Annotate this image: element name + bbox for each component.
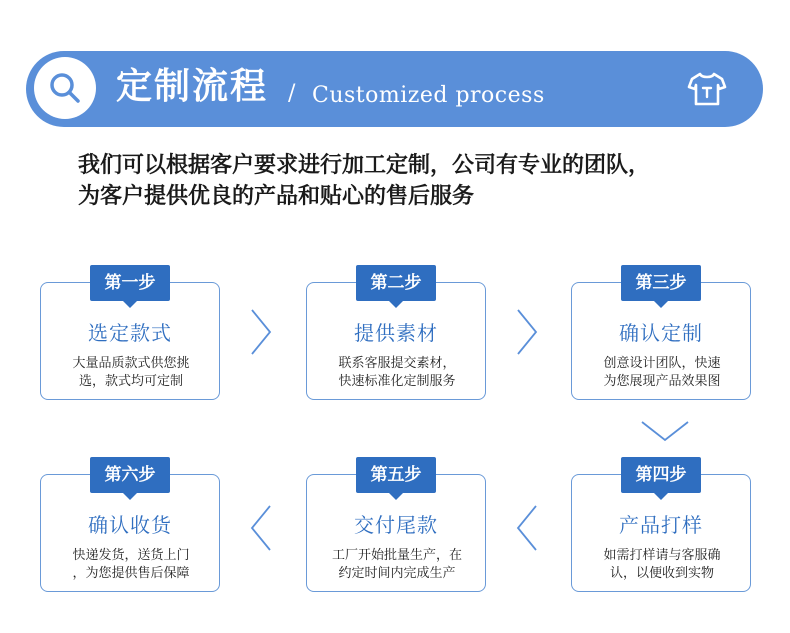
step-card-3 — [571, 273, 751, 400]
step-badge: 第三步 — [621, 265, 701, 301]
step-description — [53, 547, 209, 583]
search-icon — [48, 71, 82, 105]
step-title: 提供素材 — [354, 321, 438, 345]
chevron-right-icon — [248, 306, 274, 358]
step-description — [319, 547, 475, 583]
step-card-4 — [571, 465, 751, 592]
step-description-line: 大量品质款式供您挑 — [72, 356, 190, 371]
step-title: 交付尾款 — [354, 513, 438, 537]
step-title: 产品打样 — [619, 513, 703, 537]
step-card-5 — [306, 465, 486, 592]
header-banner — [26, 51, 763, 127]
chevron-left-icon — [514, 502, 540, 554]
step-description-line: 认，以便收到实物 — [609, 566, 714, 581]
step-description-line: 如需打样请与客服确 — [603, 548, 721, 563]
tshirt-icon — [687, 71, 727, 107]
step-title: 选定款式 — [88, 321, 172, 345]
step-description-line: 选，款式均可定制 — [78, 374, 183, 389]
intro-text — [78, 150, 758, 212]
step-description-line: 约定时间内完成生产 — [338, 566, 456, 581]
step-description-line: ，为您提供售后保障 — [72, 566, 190, 581]
search-icon-circle[interactable] — [34, 57, 96, 119]
page-subtitle: Customized process — [312, 83, 545, 108]
step-badge: 第六步 — [90, 457, 170, 493]
step-badge: 第一步 — [90, 265, 170, 301]
step-description-line: 快速标准化定制服务 — [338, 374, 456, 389]
chevron-right-icon — [514, 306, 540, 358]
title-separator: / — [288, 81, 296, 106]
step-card-6 — [40, 465, 220, 592]
step-badge: 第五步 — [356, 457, 436, 493]
step-description-line: 为您展现产品效果图 — [603, 374, 721, 389]
step-card-2 — [306, 273, 486, 400]
step-card-1 — [40, 273, 220, 400]
page-title: 定制流程 — [116, 66, 269, 107]
step-description — [319, 355, 475, 391]
step-description-line: 联系客服提交素材， — [338, 356, 456, 371]
step-description-line: 快递发货，送货上门 — [72, 548, 190, 563]
intro-line-2: 为客户提供优良的产品和贴心的售后服务 — [78, 183, 475, 209]
chevron-down-icon — [638, 418, 692, 444]
step-description — [584, 355, 740, 391]
step-badge: 第二步 — [356, 265, 436, 301]
step-description-line: 创意设计团队，快速 — [603, 356, 721, 371]
chevron-left-icon — [248, 502, 274, 554]
step-badge: 第四步 — [621, 457, 701, 493]
step-description — [584, 547, 740, 583]
step-title: 确认收货 — [88, 513, 172, 537]
intro-line-1: 我们可以根据客户要求进行加工定制，公司有专业的团队， — [78, 152, 651, 178]
step-title: 确认定制 — [619, 321, 703, 345]
step-description-line: 工厂开始批量生产，在 — [331, 548, 462, 563]
step-description — [53, 355, 209, 391]
